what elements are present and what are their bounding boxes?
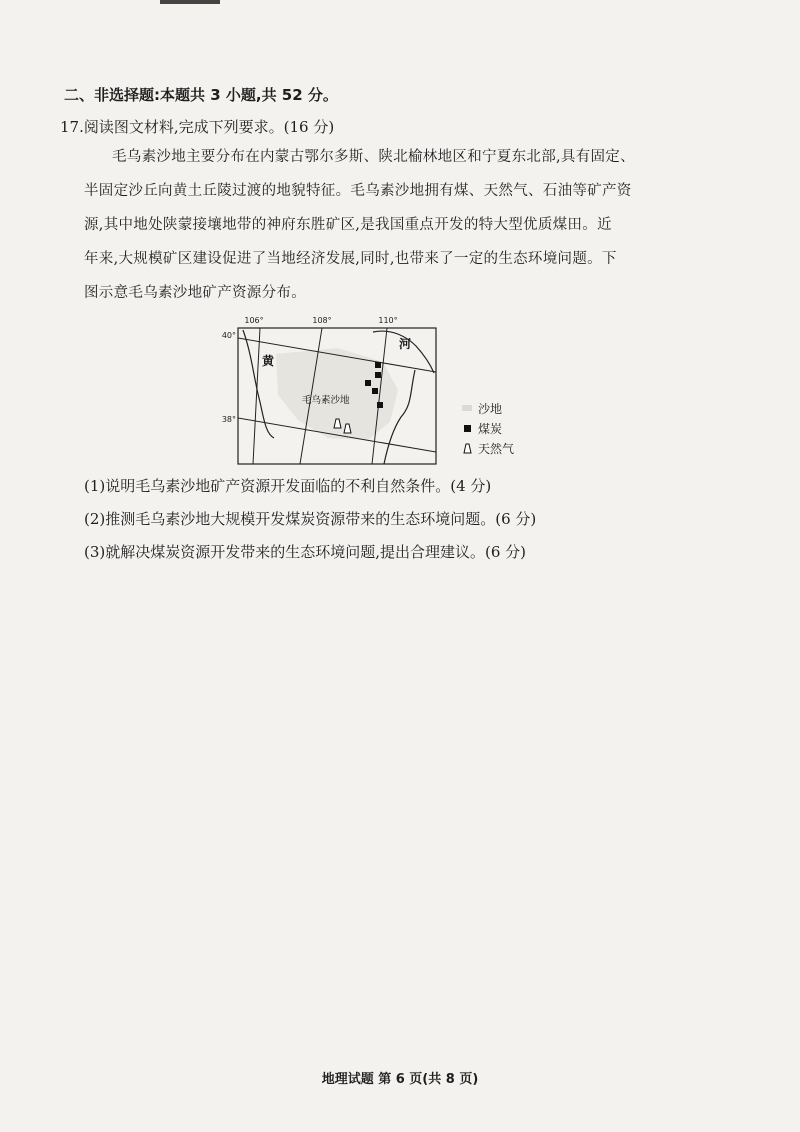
subquestion-list <box>84 470 536 569</box>
map-legend <box>456 398 514 458</box>
page-footer: 地理试题 第 6 页(共 8 页) <box>321 1072 479 1087</box>
legend-label: 天然气 <box>478 441 515 456</box>
subquestion-2: (2)推测毛乌素沙地大规模开发煤炭资源带来的生态环境问题。(6 分) <box>84 510 537 528</box>
coal-marker <box>375 372 381 378</box>
mineral-distribution-map <box>218 310 568 472</box>
top-scan-mark <box>160 0 220 4</box>
question-material <box>84 140 704 310</box>
question-heading: 17.阅读图文材料,完成下列要求。(16 分) <box>60 118 335 136</box>
legend-item-sand <box>456 398 514 418</box>
material-line: 半固定沙丘向黄土丘陵过渡的地貌特征。毛乌素沙地拥有煤、天然气、石油等矿产资 <box>84 183 632 199</box>
subquestion-3: (3)就解决煤炭资源开发带来的生态环境问题,提出合理建议。(6 分) <box>84 543 527 561</box>
river-char-huang: 黄 <box>262 354 275 368</box>
coal-marker <box>375 362 381 368</box>
legend-label: 沙地 <box>478 401 503 416</box>
legend-label: 煤炭 <box>478 421 503 436</box>
lon-label-106: 106° <box>244 316 264 325</box>
lon-label-108: 108° <box>312 316 332 325</box>
sand-swatch <box>456 405 478 411</box>
coal-marker <box>372 388 378 394</box>
subquestion-1: (1)说明毛乌素沙地矿产资源开发面临的不利自然条件。(4 分) <box>84 477 492 495</box>
lat-label-38: 38° <box>221 415 236 424</box>
section-title: 二、非选择题:本题共 3 小题,共 52 分。 <box>64 86 338 104</box>
material-line: 图示意毛乌素沙地矿产资源分布。 <box>84 285 306 301</box>
lon-label-110: 110° <box>378 316 398 325</box>
material-line: 源,其中地处陕蒙接壤地带的神府东胜矿区,是我国重点开发的特大型优质煤田。近 <box>84 217 612 233</box>
material-line: 毛乌素沙地主要分布在内蒙古鄂尔多斯、陕北榆林地区和宁夏东北部,具有固定、 <box>112 149 635 165</box>
material-line: 年来,大规模矿区建设促进了当地经济发展,同时,也带来了一定的生态环境问题。下 <box>84 251 617 267</box>
area-label: 毛乌素沙地 <box>302 395 350 406</box>
legend-item-gas <box>456 438 514 458</box>
coal-swatch <box>456 425 478 432</box>
gas-icon <box>456 443 478 454</box>
coal-marker <box>365 380 371 386</box>
river-char-he: 河 <box>399 337 412 351</box>
coal-marker <box>377 402 383 408</box>
legend-item-coal <box>456 418 514 438</box>
lat-label-40: 40° <box>221 331 236 340</box>
